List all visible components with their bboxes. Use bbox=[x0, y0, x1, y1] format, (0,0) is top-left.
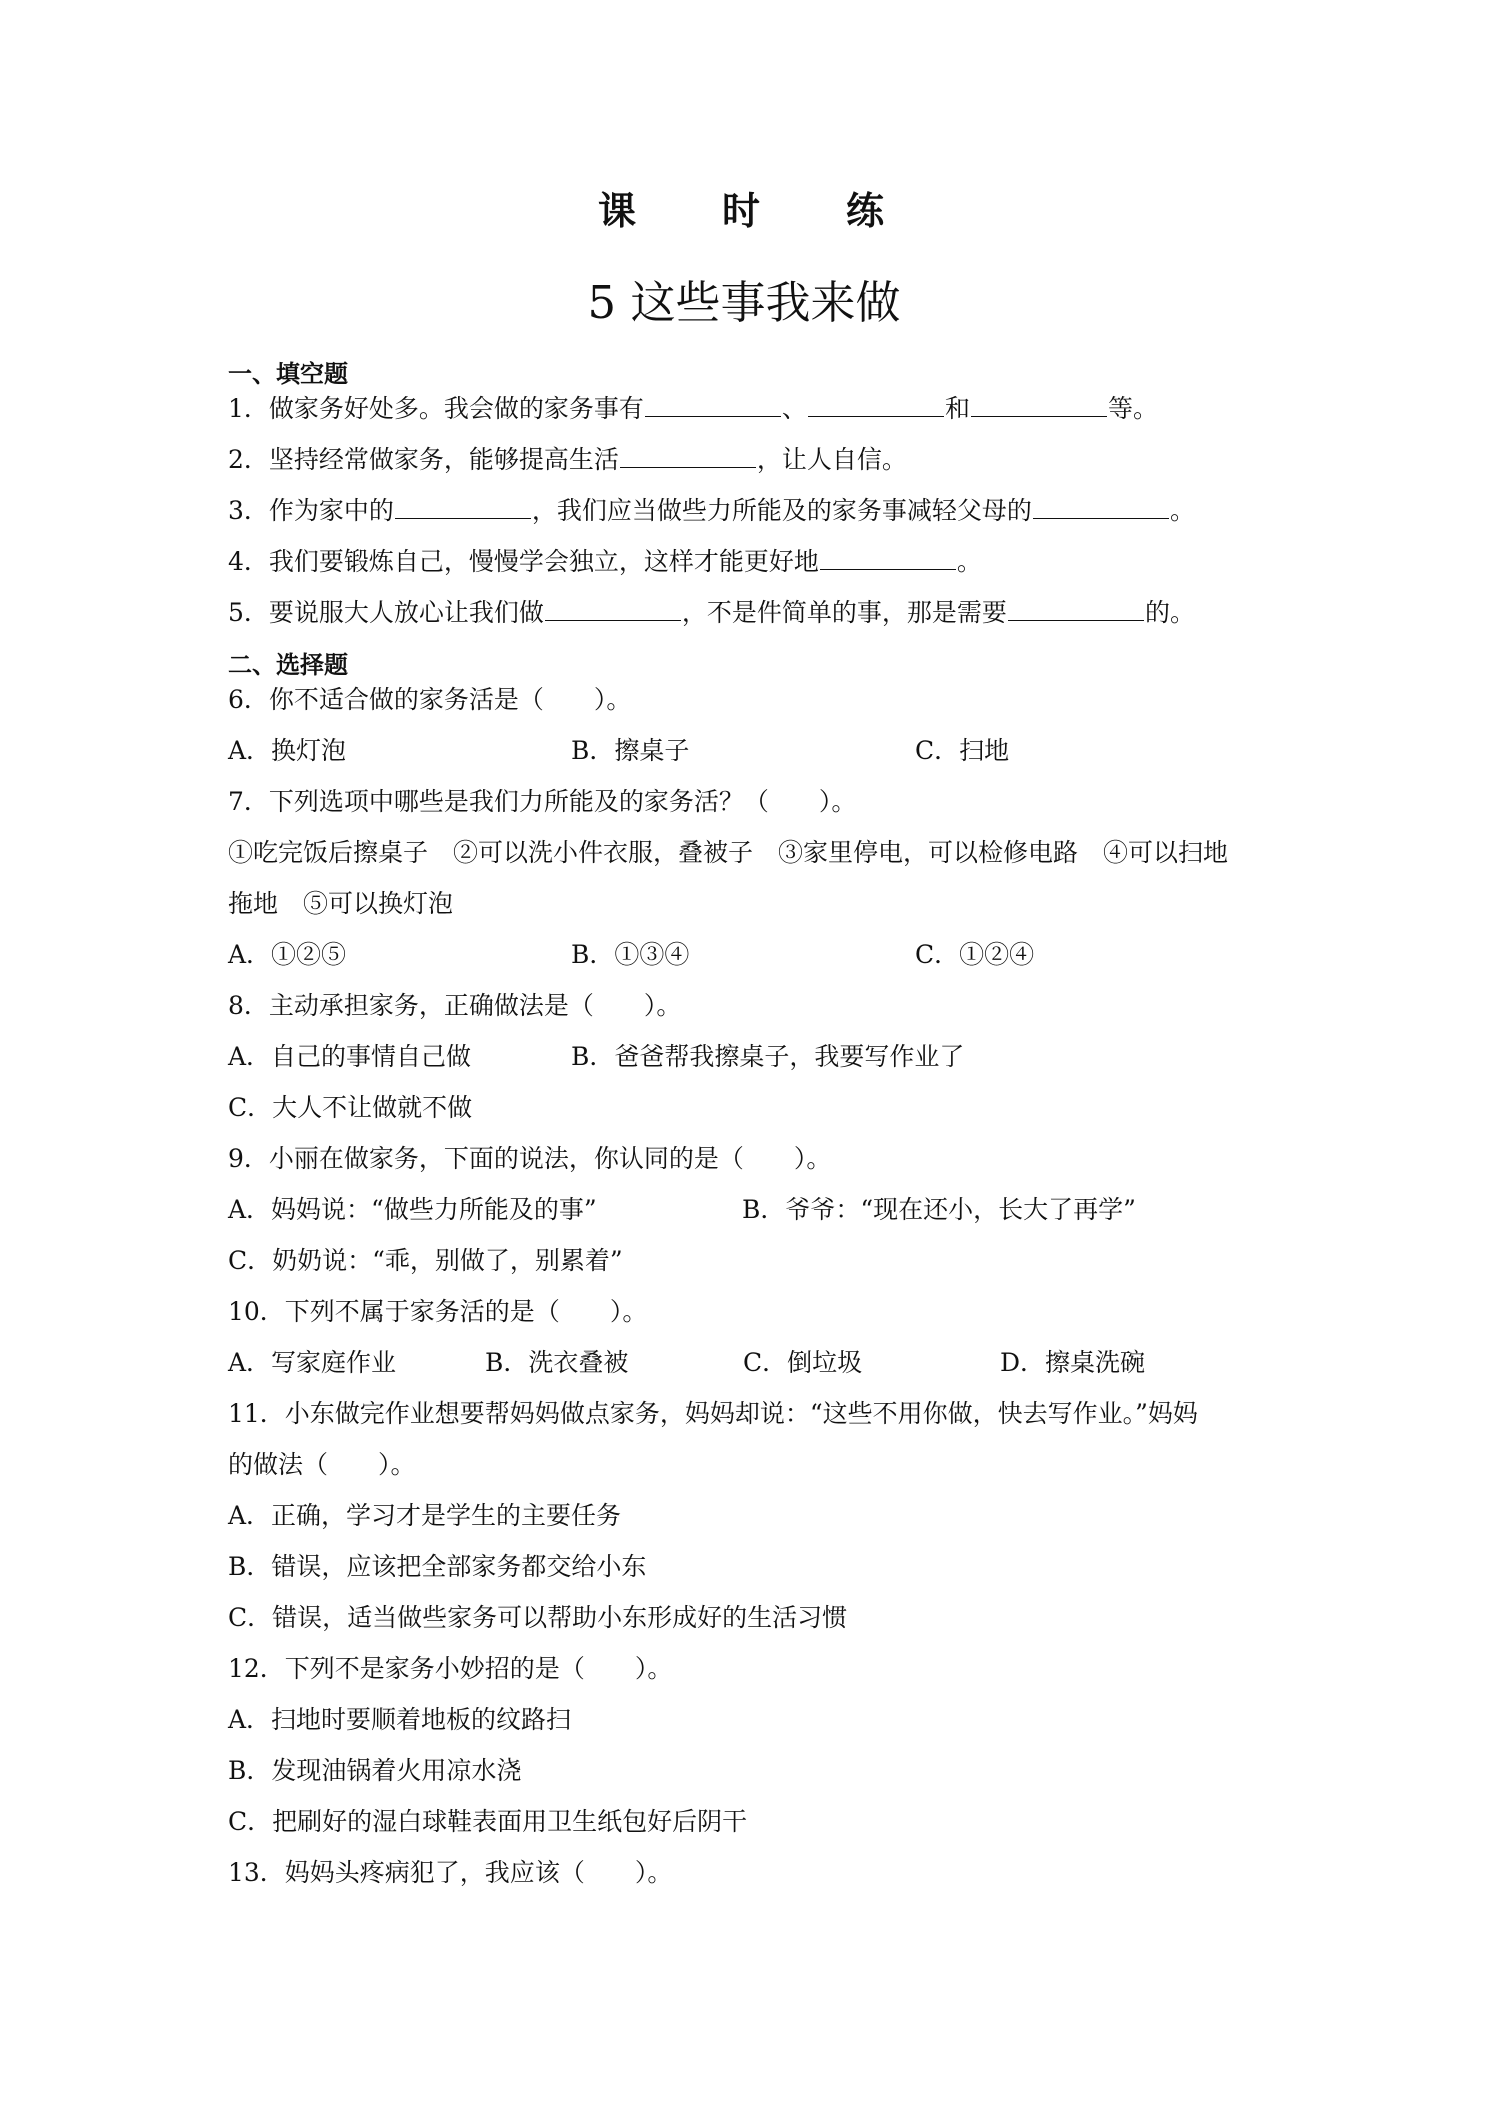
option-b[interactable]: B．爸爸帮我擦桌子，我要写作业了 bbox=[571, 1042, 965, 1071]
fill-question-2 bbox=[228, 443, 907, 477]
option-c[interactable]: C．倒垃圾 bbox=[743, 1348, 863, 1377]
question-text: 4．我们要锻炼自己，慢慢学会独立，这样才能更好地 bbox=[228, 547, 819, 576]
answer-blank[interactable] bbox=[545, 598, 681, 621]
question-11-stem-cont: 的做法（ ）。 bbox=[228, 1450, 416, 1479]
fill-question-4 bbox=[228, 545, 982, 579]
section-heading-choice: 二、选择题 bbox=[228, 650, 348, 679]
option-b[interactable]: B．①③④ bbox=[571, 940, 690, 969]
question-text: ，让人自信。 bbox=[756, 445, 907, 474]
question-11-option-b[interactable]: B．错误，应该把全部家务都交给小东 bbox=[228, 1552, 647, 1581]
question-6-stem: 6．你不适合做的家务活是（ ）。 bbox=[228, 685, 632, 714]
fill-question-1 bbox=[228, 392, 1158, 426]
question-text: 。 bbox=[956, 547, 982, 576]
question-text: 的。 bbox=[1144, 598, 1195, 627]
option-a[interactable]: A．写家庭作业 bbox=[228, 1348, 397, 1377]
question-8-stem: 8．主动承担家务，正确做法是（ ）。 bbox=[228, 991, 682, 1020]
question-text: 。 bbox=[1169, 496, 1195, 525]
answer-blank[interactable] bbox=[645, 394, 781, 417]
question-text: ，我们应当做些力所能及的家务事减轻父母的 bbox=[531, 496, 1032, 525]
fill-question-5 bbox=[228, 596, 1195, 630]
answer-blank[interactable] bbox=[1008, 598, 1144, 621]
question-12-stem: 12．下列不是家务小妙招的是（ ）。 bbox=[228, 1654, 673, 1683]
question-7-items: ①吃完饭后擦桌子 ②可以洗小件衣服，叠被子 ③家里停电，可以检修电路 ④可以扫地 bbox=[228, 838, 1229, 867]
fill-question-3 bbox=[228, 494, 1195, 528]
question-11-stem: 11．小东做完作业想要帮妈妈做点家务，妈妈却说：“这些不用你做，快去写作业。”妈妈 bbox=[228, 1399, 1198, 1428]
option-b[interactable]: B．爷爷：“现在还小，长大了再学” bbox=[742, 1195, 1136, 1224]
question-text: 等。 bbox=[1107, 394, 1158, 423]
question-9-stem: 9．小丽在做家务，下面的说法，你认同的是（ ）。 bbox=[228, 1144, 832, 1173]
section-heading-fill: 一、填空题 bbox=[228, 359, 348, 388]
option-d[interactable]: D．擦桌洗碗 bbox=[1000, 1348, 1146, 1377]
question-11-option-c[interactable]: C．错误，适当做些家务可以帮助小东形成好的生活习惯 bbox=[228, 1603, 848, 1632]
lesson-title: 5 这些事我来做 bbox=[587, 276, 901, 329]
question-12-option-c[interactable]: C．把刷好的湿白球鞋表面用卫生纸包好后阴干 bbox=[228, 1807, 748, 1836]
question-7-items-cont: 拖地 ⑤可以换灯泡 bbox=[228, 889, 454, 918]
question-11-option-a[interactable]: A．正确，学习才是学生的主要任务 bbox=[228, 1501, 622, 1530]
answer-blank[interactable] bbox=[820, 547, 956, 570]
answer-blank[interactable] bbox=[971, 394, 1107, 417]
question-text: 2．坚持经常做家务，能够提高生活 bbox=[228, 445, 619, 474]
option-b[interactable]: B．擦桌子 bbox=[571, 736, 690, 765]
question-8-option-c[interactable]: C．大人不让做就不做 bbox=[228, 1093, 473, 1122]
option-c[interactable]: C．①②④ bbox=[915, 940, 1035, 969]
option-c[interactable]: C．扫地 bbox=[915, 736, 1010, 765]
question-10-stem: 10．下列不属于家务活的是（ ）。 bbox=[228, 1297, 648, 1326]
question-text: 3．作为家中的 bbox=[228, 496, 394, 525]
option-a[interactable]: A．①②⑤ bbox=[228, 940, 347, 969]
question-text: ，不是件简单的事，那是需要 bbox=[681, 598, 1007, 627]
option-a[interactable]: A．自己的事情自己做 bbox=[228, 1042, 472, 1071]
question-text: 、 bbox=[781, 394, 807, 423]
question-text: 5．要说服大人放心让我们做 bbox=[228, 598, 544, 627]
question-text: 和 bbox=[944, 394, 970, 423]
answer-blank[interactable] bbox=[620, 445, 756, 468]
worksheet-title: 课 时 练 bbox=[597, 188, 908, 233]
option-a[interactable]: A．换灯泡 bbox=[228, 736, 347, 765]
option-b[interactable]: B．洗衣叠被 bbox=[485, 1348, 629, 1377]
answer-blank[interactable] bbox=[395, 496, 531, 519]
question-text: 1．做家务好处多。我会做的家务事有 bbox=[228, 394, 644, 423]
question-12-option-b[interactable]: B．发现油锅着火用凉水浇 bbox=[228, 1756, 522, 1785]
option-a[interactable]: A．妈妈说：“做些力所能及的事” bbox=[228, 1195, 597, 1224]
answer-blank[interactable] bbox=[1033, 496, 1169, 519]
question-12-option-a[interactable]: A．扫地时要顺着地板的纹路扫 bbox=[228, 1705, 572, 1734]
question-9-option-c[interactable]: C．奶奶说：“乖，别做了，别累着” bbox=[228, 1246, 623, 1275]
question-13-stem: 13．妈妈头疼病犯了，我应该（ ）。 bbox=[228, 1858, 673, 1887]
answer-blank[interactable] bbox=[808, 394, 944, 417]
question-7-stem: 7．下列选项中哪些是我们力所能及的家务活？（ ）。 bbox=[228, 787, 857, 816]
